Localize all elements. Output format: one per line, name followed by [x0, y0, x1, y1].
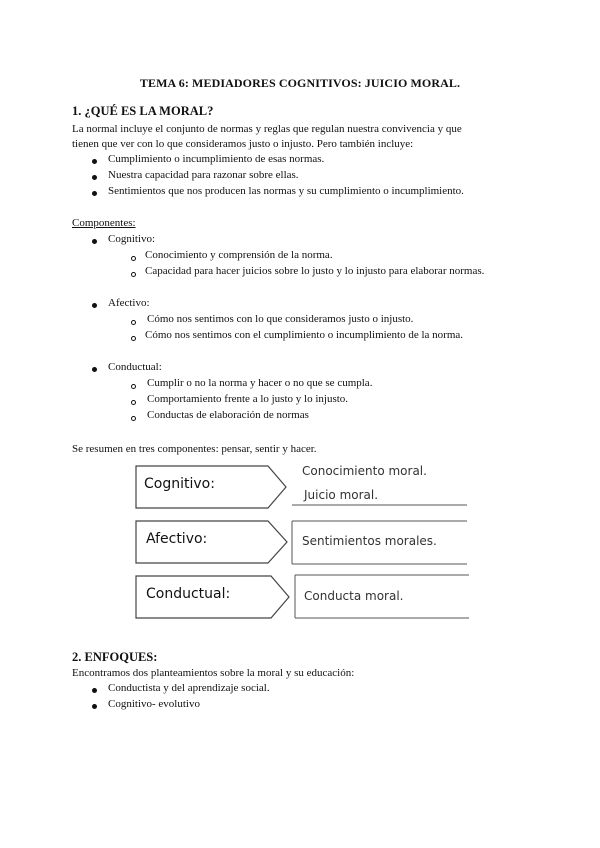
list-item: Cómo nos sentimos con el cumplimiento o incumplimiento de la norma.: [145, 329, 464, 341]
cognitive-note-1: Conocimiento moral.: [302, 464, 427, 478]
page-title: TEMA 6: MEDIADORES COGNITIVOS: JUICIO MORAL.: [139, 76, 461, 90]
list-item: Nuestra capacidad para razonar sobre ellas.: [108, 169, 299, 181]
list-item: Sentimientos que nos producen las normas y su cumplimiento o incumplimiento.: [108, 185, 464, 197]
list-item: Capacidad para hacer juicios sobre lo justo y lo injusto para elaborar normas.: [145, 265, 485, 277]
intro-line-2: tienen que ver con lo que consideramos justo o injusto. Pero también incluye:: [72, 138, 414, 150]
list-item: Conductas de elaboración de normas: [147, 409, 309, 421]
affective-arrow-label: Afectivo:: [146, 531, 208, 547]
list-item: Conductista y del aprendizaje social.: [108, 682, 270, 694]
component-name-cognitive: Cognitivo:: [108, 233, 156, 245]
list-item: Cómo nos sentimos con lo que consideramos justo o injusto.: [147, 313, 414, 325]
section-2-intro: Encontramos dos planteamientos sobre la moral y su educación:: [72, 667, 355, 679]
behavioral-note: Conducta moral.: [304, 589, 404, 603]
component-name-behavioral: Conductual:: [108, 361, 162, 373]
bullet-icon: [92, 688, 97, 693]
list-item: Cognitivo- evolutivo: [108, 698, 200, 710]
component-name-affective: Afectivo:: [108, 297, 150, 309]
affective-note: Sentimientos morales.: [302, 534, 437, 548]
intro-line-1: La normal incluye el conjunto de normas y reglas que regulan nuestra convivencia y que: [72, 123, 462, 135]
section-1-heading: 1. ¿QUÉ ES LA MORAL?: [72, 104, 214, 118]
list-item: Cumplimiento o incumplimiento de esas normas.: [108, 153, 325, 165]
components-label: Componentes:: [72, 217, 136, 229]
section-2-heading: 2. ENFOQUES:: [72, 650, 158, 664]
bullet-icon: [92, 704, 97, 709]
list-item: Cumplir o no la norma y hacer o no que se cumpla.: [147, 377, 373, 389]
cognitive-arrow-label: Cognitivo:: [144, 476, 215, 492]
behavioral-arrow-label: Conductual:: [146, 586, 231, 602]
list-item: Comportamiento frente a lo justo y lo injusto.: [147, 393, 349, 405]
cognitive-note-2: Juicio moral.: [304, 488, 379, 502]
summary-text: Se resumen en tres componentes: pensar, sentir y hacer.: [72, 443, 317, 455]
list-item: Conocimiento y comprensión de la norma.: [145, 249, 333, 261]
